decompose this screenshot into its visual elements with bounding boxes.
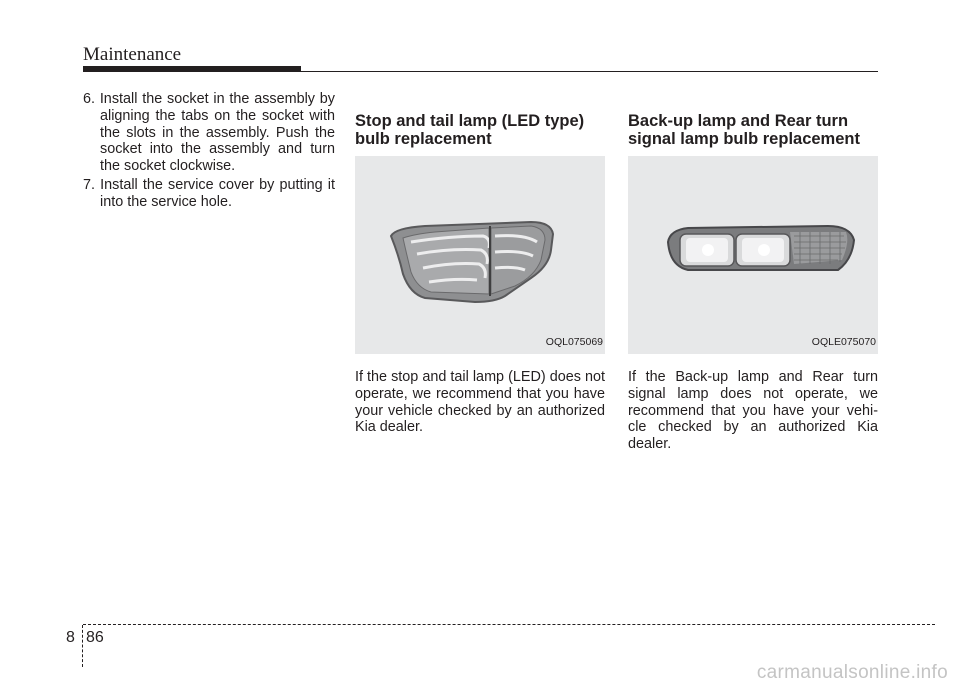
watermark: carmanualsonline.info: [756, 662, 948, 683]
left-column: [83, 91, 335, 213]
section-body-text: If the stop and tail lamp (LED) does not operate, we recommend that you have your vehicle checked by an authorized Kia dealer.: [355, 369, 605, 436]
step-number: 7.: [83, 176, 101, 193]
figure-code: OQLE075070: [811, 336, 876, 349]
figure-stop-tail-lamp: [355, 156, 605, 354]
step-text: Install the socket in the assembly by aligning the tabs on the socket with the slots in the assembly. Push the socket into the assembly and turn the socket clockwise.: [99, 91, 335, 175]
header-bar: [83, 66, 301, 72]
step-number: 6.: [83, 91, 100, 107]
footer-rule: [83, 624, 935, 625]
step-item: [83, 91, 335, 175]
page-header-title: Maintenance: [83, 44, 182, 65]
right-column: [628, 112, 878, 453]
steps-list: [83, 91, 335, 211]
chapter-number: 8: [66, 629, 75, 646]
led-tail-lamp-icon: [355, 156, 605, 354]
header-rule: [301, 71, 878, 72]
section-body-text: If the Back-up lamp and Rear turn signal lamp does not operate, we recommend that you have your vehi-cle checked by an authorized Kia dealer.: [628, 369, 878, 453]
step-text: Install the service cover by putting it into the service hole.: [100, 176, 335, 210]
figure-code: OQL075069: [545, 336, 603, 349]
section-heading-stop-tail-lamp: Stop and tail lamp (LED type) bulb replacement: [355, 112, 585, 148]
figure-backup-lamp: [628, 156, 878, 354]
section-heading-backup-lamp: Back-up lamp and Rear turn signal lamp bulb replacement: [628, 112, 860, 148]
step-item: [83, 177, 335, 211]
page-number: 86: [86, 629, 104, 646]
footer-vertical-rule: [82, 625, 83, 667]
backup-lamp-icon: [628, 156, 878, 354]
middle-column: [355, 112, 605, 436]
